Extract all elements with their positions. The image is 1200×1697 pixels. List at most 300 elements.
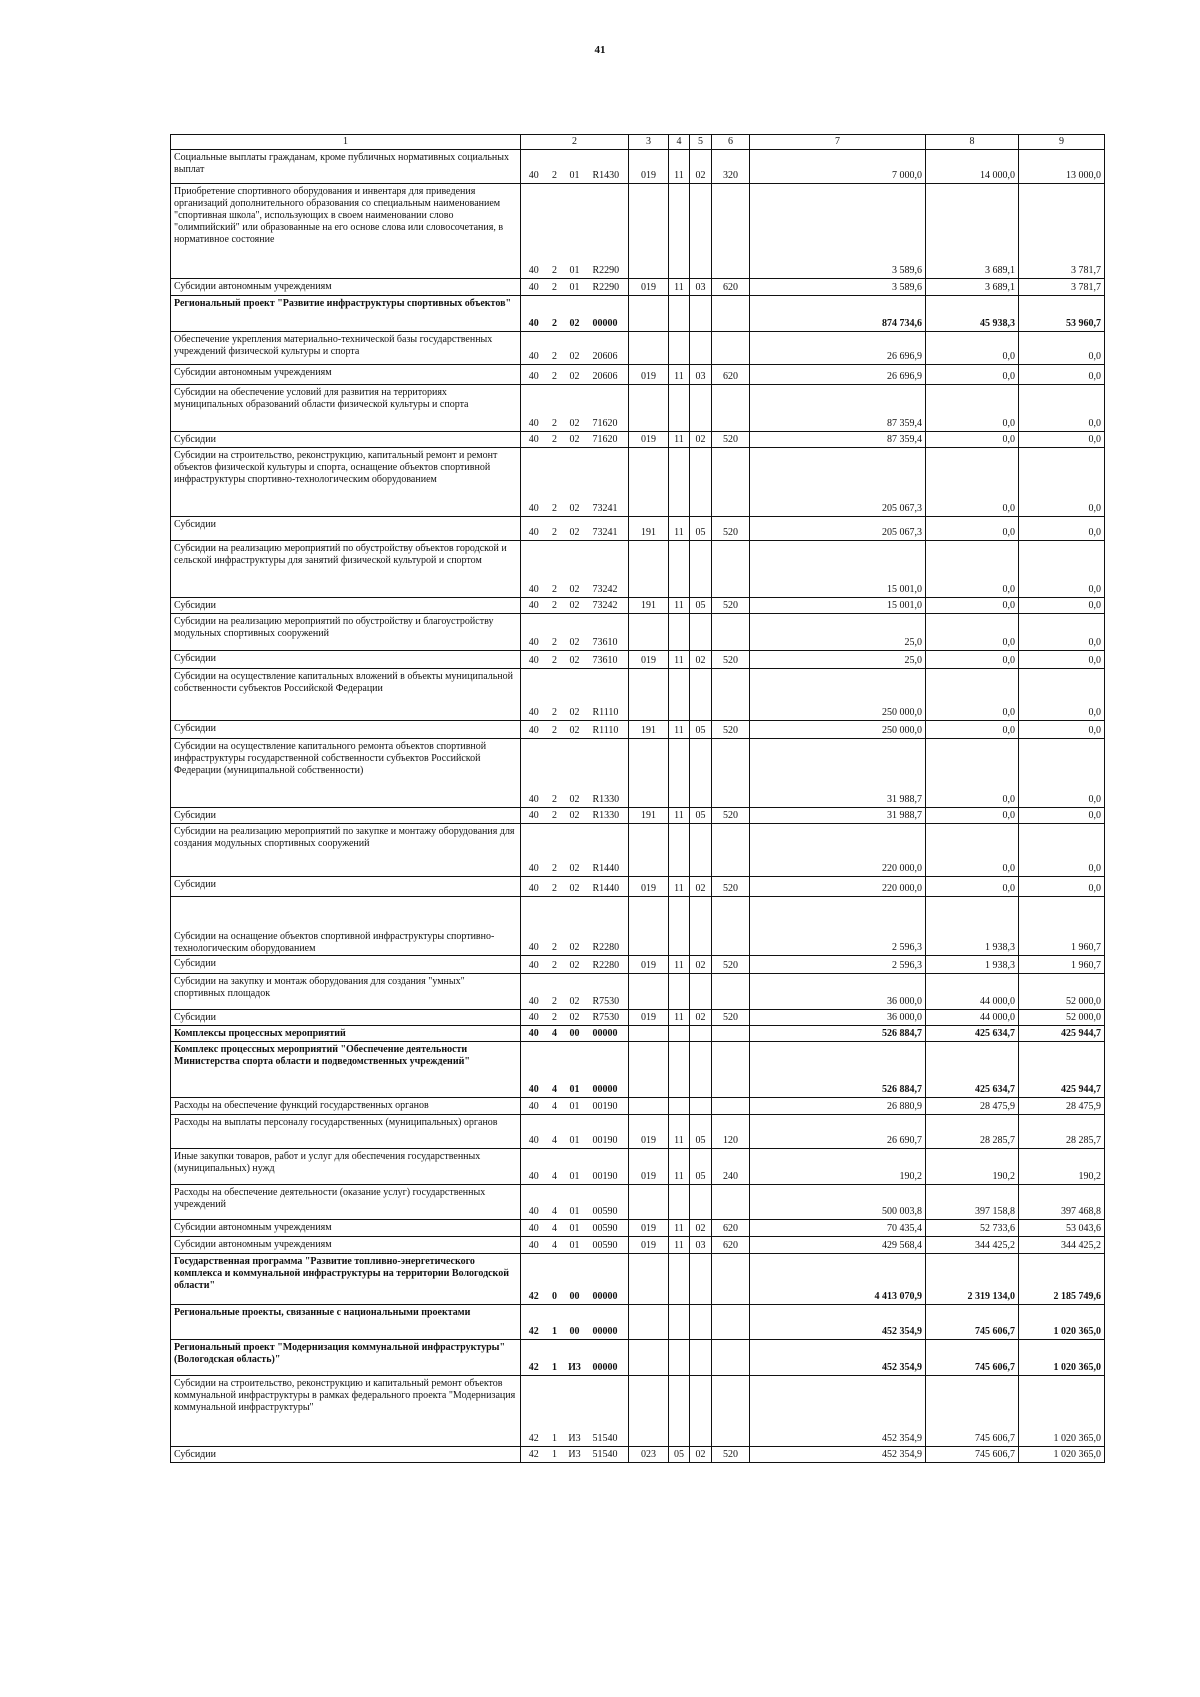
code-subsection [690,541,712,598]
code-expense-direction: 00590 [587,1220,629,1237]
amount-col-7: 25,0 [750,614,926,651]
code-expense-direction: R2290 [587,279,629,296]
code-section: 11 [669,1010,690,1026]
amount-col-9: 13 000,0 [1019,150,1105,184]
code-section [669,296,690,332]
code-program: 42 [521,1447,547,1463]
code-subprogram: 2 [547,432,563,448]
code-structural-element: 02 [563,365,587,385]
row-name: Государственная программа "Развитие топливно-энергетического комплекса и коммунальной инфраструктуры на территории Вологодской области" [171,1254,521,1305]
row-name: Приобретение спортивного оборудования и инвентаря для приведения организаций дополнительного образования со специальным наименованием "спортивная школа", использующих в своем наименовании слово "олимпийский" или образованные на его основе слова или словосочетания, в нормативное состояние [171,184,521,279]
code-subsection [690,1376,712,1447]
amount-col-7: 3 589,6 [750,279,926,296]
code-subprogram: 4 [547,1149,563,1185]
row-name: Обеспечение укрепления материально-технической базы государственных учреждений физической культуры и спорта [171,332,521,365]
code-subprogram: 1 [547,1340,563,1376]
code-subsection [690,184,712,279]
amount-col-9: 0,0 [1019,614,1105,651]
code-ministry [629,1042,669,1098]
code-section [669,739,690,808]
code-subprogram: 4 [547,1042,563,1098]
code-structural-element: 01 [563,1185,587,1220]
amount-col-8: 0,0 [926,332,1019,365]
code-program: 40 [521,877,547,897]
code-subsection [690,385,712,432]
code-subprogram: 4 [547,1237,563,1254]
table-row [171,956,1105,974]
amount-col-7: 190,2 [750,1149,926,1185]
code-ministry: 019 [629,1237,669,1254]
code-structural-element: 02 [563,651,587,669]
table-row [171,1149,1105,1185]
amount-col-8: 28 285,7 [926,1115,1019,1149]
code-expense-direction: 73610 [587,614,629,651]
code-ministry: 019 [629,279,669,296]
code-subprogram: 2 [547,669,563,721]
code-subsection [690,332,712,365]
amount-col-7: 26 696,9 [750,365,926,385]
code-subprogram: 2 [547,897,563,956]
amount-col-9: 0,0 [1019,517,1105,541]
amount-col-8: 1 938,3 [926,956,1019,974]
amount-col-7: 4 413 070,9 [750,1254,926,1305]
code-structural-element: 01 [563,1149,587,1185]
code-structural-element: 00 [563,1026,587,1042]
amount-col-7: 500 003,8 [750,1185,926,1220]
code-ministry [629,614,669,651]
amount-col-7: 220 000,0 [750,877,926,897]
row-name: Расходы на обеспечение функций государственных органов [171,1098,521,1115]
code-expense-type [712,739,750,808]
code-section [669,385,690,432]
code-program: 40 [521,897,547,956]
amount-col-7: 36 000,0 [750,1010,926,1026]
table-body [171,135,1105,1463]
table-row [171,824,1105,877]
code-section: 11 [669,956,690,974]
code-expense-type [712,824,750,877]
code-ministry [629,541,669,598]
amount-col-7: 526 884,7 [750,1042,926,1098]
code-expense-direction: 51540 [587,1376,629,1447]
code-program: 40 [521,296,547,332]
code-subsection: 02 [690,1220,712,1237]
code-subsection [690,669,712,721]
code-subprogram: 2 [547,517,563,541]
code-structural-element: 02 [563,721,587,739]
code-section: 11 [669,877,690,897]
table-row [171,808,1105,824]
code-program: 40 [521,651,547,669]
code-program: 40 [521,541,547,598]
code-structural-element: И3 [563,1340,587,1376]
code-subsection [690,974,712,1010]
table-row [171,1098,1105,1115]
code-expense-direction: 00000 [587,1026,629,1042]
code-section [669,1305,690,1340]
code-expense-type [712,332,750,365]
table-row [171,184,1105,279]
code-ministry [629,1305,669,1340]
code-structural-element: 02 [563,432,587,448]
table-row [171,974,1105,1010]
table-row [171,614,1105,651]
code-expense-direction: R1330 [587,808,629,824]
code-structural-element: 01 [563,184,587,279]
amount-col-7: 87 359,4 [750,385,926,432]
page-number: 41 [594,44,606,56]
code-subprogram: 2 [547,877,563,897]
code-structural-element: 01 [563,279,587,296]
code-subsection [690,614,712,651]
code-subsection: 05 [690,808,712,824]
code-expense-type: 520 [712,956,750,974]
code-expense-direction: R2280 [587,956,629,974]
code-ministry [629,974,669,1010]
code-ministry: 019 [629,1115,669,1149]
code-structural-element: 02 [563,385,587,432]
amount-col-9: 425 944,7 [1019,1042,1105,1098]
code-ministry: 191 [629,598,669,614]
code-expense-type [712,1098,750,1115]
amount-col-7: 31 988,7 [750,808,926,824]
row-name: Субсидии автономным учреждениям [171,279,521,296]
code-program: 40 [521,956,547,974]
table-row [171,296,1105,332]
code-structural-element: 00 [563,1254,587,1305]
code-expense-direction: R1110 [587,721,629,739]
amount-col-9: 28 475,9 [1019,1098,1105,1115]
table-row [171,1447,1105,1463]
code-expense-type [712,1340,750,1376]
row-name: Субсидии на реализацию мероприятий по закупке и монтажу оборудования для создания модульных спортивных сооружений [171,824,521,877]
code-program: 40 [521,432,547,448]
code-program: 40 [521,1115,547,1149]
code-expense-direction: 00190 [587,1098,629,1115]
code-expense-type [712,974,750,1010]
code-expense-direction: 00190 [587,1149,629,1185]
code-subsection [690,739,712,808]
amount-col-9: 0,0 [1019,651,1105,669]
amount-col-7: 250 000,0 [750,669,926,721]
code-expense-type [712,1305,750,1340]
code-expense-direction: 00000 [587,1340,629,1376]
code-section [669,614,690,651]
code-subprogram: 2 [547,824,563,877]
amount-col-9: 0,0 [1019,824,1105,877]
code-expense-type [712,184,750,279]
amount-col-8: 0,0 [926,517,1019,541]
table-row [171,897,1105,956]
code-expense-direction: R1440 [587,824,629,877]
amount-col-9: 53 960,7 [1019,296,1105,332]
code-expense-type: 520 [712,598,750,614]
code-subprogram: 1 [547,1376,563,1447]
code-program: 40 [521,1026,547,1042]
code-section: 11 [669,279,690,296]
row-name: Субсидии [171,1010,521,1026]
amount-col-9: 0,0 [1019,669,1105,721]
code-ministry: 019 [629,956,669,974]
amount-col-7: 31 988,7 [750,739,926,808]
table-row [171,651,1105,669]
amount-col-9: 1 960,7 [1019,897,1105,956]
code-program: 40 [521,365,547,385]
amount-col-7: 429 568,4 [750,1237,926,1254]
code-ministry: 191 [629,721,669,739]
amount-col-7: 452 354,9 [750,1340,926,1376]
table-row [171,1305,1105,1340]
code-program: 40 [521,1185,547,1220]
code-structural-element: 02 [563,517,587,541]
table-row [171,598,1105,614]
code-section: 11 [669,150,690,184]
code-program: 42 [521,1254,547,1305]
amount-col-7: 15 001,0 [750,598,926,614]
row-name: Социальные выплаты гражданам, кроме публичных нормативных социальных выплат [171,150,521,184]
code-structural-element: 01 [563,150,587,184]
code-expense-direction: 00590 [587,1237,629,1254]
amount-col-8: 44 000,0 [926,974,1019,1010]
code-subsection: 02 [690,1447,712,1463]
code-structural-element: 02 [563,956,587,974]
amount-col-8: 0,0 [926,739,1019,808]
code-section: 11 [669,1237,690,1254]
amount-col-7: 526 884,7 [750,1026,926,1042]
amount-col-8: 425 634,7 [926,1026,1019,1042]
code-expense-type: 520 [712,651,750,669]
code-subprogram: 2 [547,739,563,808]
code-structural-element: 01 [563,1042,587,1098]
table-row [171,385,1105,432]
code-ministry [629,1098,669,1115]
code-structural-element: 02 [563,541,587,598]
table-row [171,669,1105,721]
code-ministry: 019 [629,877,669,897]
code-program: 40 [521,1149,547,1185]
code-subprogram: 2 [547,385,563,432]
row-name: Субсидии [171,598,521,614]
amount-col-9: 28 285,7 [1019,1115,1105,1149]
code-program: 40 [521,808,547,824]
amount-col-8: 745 606,7 [926,1340,1019,1376]
code-expense-direction: 00000 [587,1254,629,1305]
row-name: Субсидии на осуществление капитальных вложений в объекты муниципальной собственности субъектов Российской Федерации [171,669,521,721]
code-expense-type [712,1254,750,1305]
code-expense-direction: 00000 [587,1305,629,1340]
code-section: 11 [669,365,690,385]
code-subsection [690,1254,712,1305]
row-name: Расходы на обеспечение деятельности (оказание услуг) государственных учреждений [171,1185,521,1220]
row-name: Субсидии [171,1447,521,1463]
row-name: Субсидии [171,517,521,541]
code-program: 42 [521,1376,547,1447]
code-program: 40 [521,1220,547,1237]
code-ministry [629,1254,669,1305]
table-row [171,877,1105,897]
code-structural-element: 02 [563,897,587,956]
code-ministry [629,1185,669,1220]
code-subprogram: 1 [547,1305,563,1340]
row-name: Субсидии [171,432,521,448]
amount-col-9: 0,0 [1019,541,1105,598]
amount-col-7: 36 000,0 [750,974,926,1010]
code-section [669,448,690,517]
code-subsection: 05 [690,1115,712,1149]
amount-col-8: 0,0 [926,448,1019,517]
code-program: 40 [521,385,547,432]
code-expense-direction: R2280 [587,897,629,956]
amount-col-7: 25,0 [750,651,926,669]
code-expense-type [712,669,750,721]
table-row [171,1220,1105,1237]
row-name: Субсидии на обеспечение условий для развития на территориях муниципальных образований области физической культуры и спорта [171,385,521,432]
code-ministry [629,332,669,365]
code-expense-type: 520 [712,432,750,448]
amount-col-7: 220 000,0 [750,824,926,877]
code-expense-type [712,614,750,651]
header-col-5: 5 [690,135,712,150]
code-subprogram: 0 [547,1254,563,1305]
code-section: 11 [669,598,690,614]
row-name: Субсидии на закупку и монтаж оборудования для создания "умных" спортивных площадок [171,974,521,1010]
code-section: 11 [669,432,690,448]
code-ministry [629,1026,669,1042]
amount-col-9: 3 781,7 [1019,279,1105,296]
row-name: Комплекс процессных мероприятий "Обеспечение деятельности Министерства спорта области и подведомственных учреждений" [171,1042,521,1098]
code-expense-direction: R1110 [587,669,629,721]
table-row [171,1376,1105,1447]
code-subsection: 03 [690,365,712,385]
code-expense-type: 520 [712,808,750,824]
row-name: Региональные проекты, связанные с национальными проектами [171,1305,521,1340]
code-expense-type: 520 [712,721,750,739]
header-col-6: 6 [712,135,750,150]
table-row [171,739,1105,808]
amount-col-7: 26 696,9 [750,332,926,365]
code-program: 40 [521,332,547,365]
code-section [669,1185,690,1220]
amount-col-9: 0,0 [1019,877,1105,897]
amount-col-7: 250 000,0 [750,721,926,739]
table-row [171,432,1105,448]
code-structural-element: И3 [563,1376,587,1447]
code-section [669,669,690,721]
code-expense-direction: 73241 [587,517,629,541]
header-col-1: 1 [171,135,521,150]
header-row [171,135,1105,150]
row-name: Субсидии на строительство, реконструкцию, капитальный ремонт и ремонт объектов физической культуры и спорта, оснащение объектов спортивной инфраструктуры спортивно-технологическим оборудованием [171,448,521,517]
code-expense-direction: R2290 [587,184,629,279]
row-name: Субсидии на реализацию мероприятий по обустройству объектов городской и сельской инфраструктуры для занятий физической культурой и спортом [171,541,521,598]
code-subsection: 05 [690,517,712,541]
code-expense-direction: R7530 [587,1010,629,1026]
code-subprogram: 2 [547,184,563,279]
code-section [669,974,690,1010]
code-section: 11 [669,1149,690,1185]
amount-col-9: 0,0 [1019,739,1105,808]
code-structural-element: 01 [563,1220,587,1237]
amount-col-7: 452 354,9 [750,1447,926,1463]
code-expense-direction: 20606 [587,332,629,365]
code-expense-direction: 20606 [587,365,629,385]
code-structural-element: 02 [563,296,587,332]
amount-col-9: 0,0 [1019,365,1105,385]
code-subsection [690,897,712,956]
code-expense-direction: 00190 [587,1115,629,1149]
amount-col-7: 70 435,4 [750,1220,926,1237]
code-expense-type: 520 [712,517,750,541]
code-structural-element: 02 [563,669,587,721]
code-structural-element: 02 [563,614,587,651]
code-subprogram: 4 [547,1220,563,1237]
code-subprogram: 2 [547,974,563,1010]
table-row [171,332,1105,365]
amount-col-8: 745 606,7 [926,1305,1019,1340]
row-name: Расходы на выплаты персоналу государственных (муниципальных) органов [171,1115,521,1149]
code-structural-element: 01 [563,1237,587,1254]
code-expense-direction: R1430 [587,150,629,184]
code-structural-element: 02 [563,877,587,897]
amount-col-8: 28 475,9 [926,1098,1019,1115]
amount-col-8: 0,0 [926,432,1019,448]
code-program: 40 [521,974,547,1010]
code-section: 11 [669,1220,690,1237]
table-row [171,365,1105,385]
amount-col-8: 0,0 [926,877,1019,897]
amount-col-7: 87 359,4 [750,432,926,448]
code-subsection: 02 [690,877,712,897]
amount-col-9: 0,0 [1019,448,1105,517]
code-structural-element: 02 [563,598,587,614]
code-program: 40 [521,1042,547,1098]
code-section: 11 [669,651,690,669]
amount-col-9: 1 020 365,0 [1019,1305,1105,1340]
amount-col-8: 3 689,1 [926,184,1019,279]
amount-col-9: 0,0 [1019,721,1105,739]
code-expense-type: 520 [712,1447,750,1463]
code-program: 40 [521,1010,547,1026]
amount-col-9: 52 000,0 [1019,974,1105,1010]
table-row [171,1340,1105,1376]
code-ministry: 019 [629,1220,669,1237]
code-section: 11 [669,721,690,739]
code-ministry: 019 [629,150,669,184]
header-col-2: 2 [521,135,629,150]
row-name: Региональный проект "Модернизация коммунальной инфраструктуры" (Вологодская область)" [171,1340,521,1376]
amount-col-9: 2 185 749,6 [1019,1254,1105,1305]
amount-col-9: 1 020 365,0 [1019,1376,1105,1447]
code-ministry: 191 [629,808,669,824]
amount-col-8: 44 000,0 [926,1010,1019,1026]
amount-col-8: 0,0 [926,614,1019,651]
code-subprogram: 2 [547,598,563,614]
amount-col-9: 1 960,7 [1019,956,1105,974]
code-subsection: 02 [690,651,712,669]
row-name: Субсидии [171,877,521,897]
code-expense-type [712,541,750,598]
code-ministry [629,1340,669,1376]
code-expense-direction: 00590 [587,1185,629,1220]
code-expense-type: 620 [712,1237,750,1254]
row-name: Субсидии на строительство, реконструкцию и капитальный ремонт объектов коммунальной инфраструктуры в рамках федерального проекта "Модернизация коммунальной инфраструктуры" [171,1376,521,1447]
amount-col-9: 425 944,7 [1019,1026,1105,1042]
code-subsection [690,448,712,517]
code-subsection: 03 [690,1237,712,1254]
code-expense-type [712,897,750,956]
code-expense-type [712,448,750,517]
header-col-4: 4 [669,135,690,150]
